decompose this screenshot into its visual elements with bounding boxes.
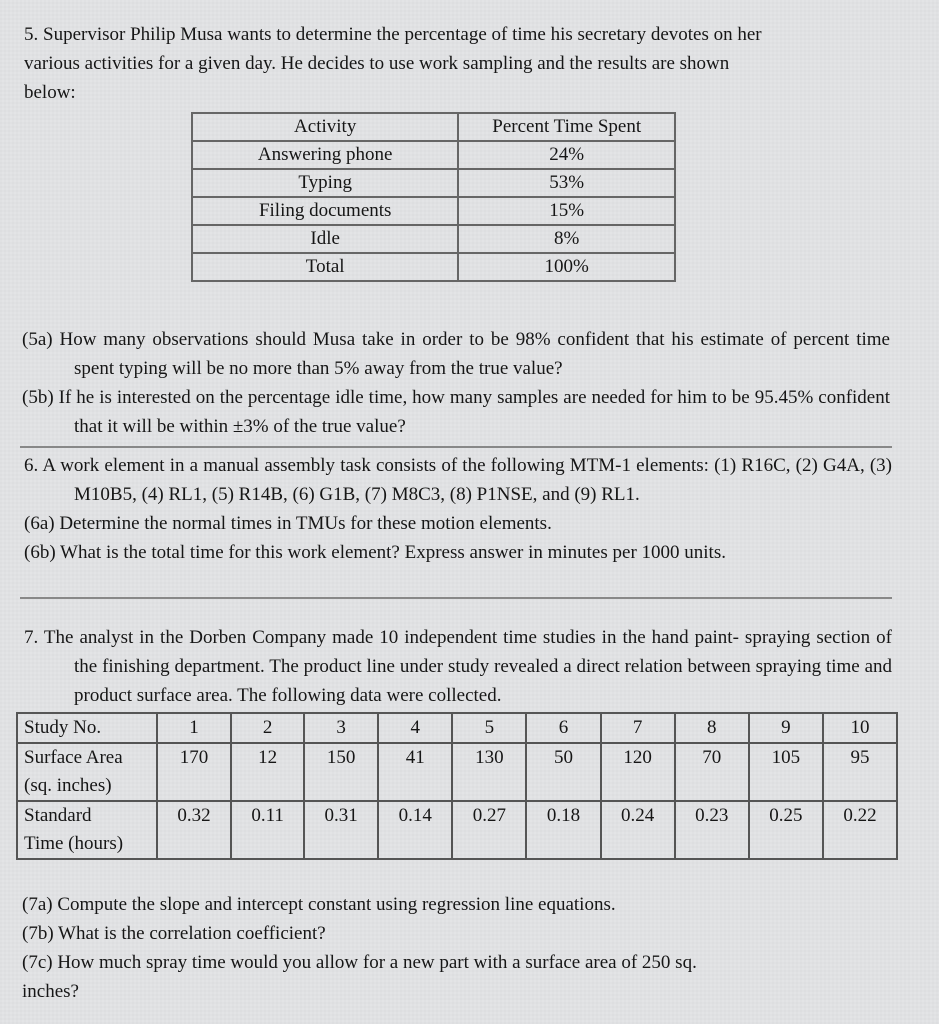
percent-cell: 53%	[458, 169, 675, 197]
surface-area-cell: 105	[749, 743, 823, 801]
study-no-cell: 4	[378, 713, 452, 743]
q7a: (7a) Compute the slope and intercept constant using regression line equations.	[22, 894, 616, 915]
percent-cell: 24%	[458, 141, 675, 169]
surface-area-cell: 130	[452, 743, 526, 801]
surface-area-cell: 95	[823, 743, 897, 801]
divider	[20, 597, 892, 599]
q5-intro	[24, 20, 892, 107]
standard-time-cell: 0.14	[378, 801, 452, 859]
surface-area-cell: 120	[601, 743, 675, 801]
study-no-cell: 6	[526, 713, 600, 743]
standard-time-cell: 0.18	[526, 801, 600, 859]
surface-area-cell: 150	[304, 743, 378, 801]
study-no-cell: 8	[675, 713, 749, 743]
activity-cell: Typing	[192, 169, 458, 197]
q5b-line-1: (5b) If he is interested on the percentage idle time, how many samples are needed for him to be	[22, 387, 750, 408]
surface-area-cell: 50	[526, 743, 600, 801]
study-no-cell: 5	[452, 713, 526, 743]
q5b-line-2: 95.45% confident that it will be within ±3% of the true value?	[74, 387, 891, 437]
q6-line-2: R16C, (2) G4A, (3) M10B5, (4) RL1, (5) R14B, (6) G1B, (7) M8C3, (8) P1NSE, and (9)	[74, 455, 893, 505]
surface-area-label: Surface Area (sq. inches)	[17, 743, 157, 801]
time-study-table	[16, 712, 898, 860]
study-no-cell: 10	[823, 713, 897, 743]
standard-time-cell: 0.27	[452, 801, 526, 859]
table-row	[192, 169, 675, 197]
table-row	[17, 713, 897, 743]
percent-cell: 15%	[458, 197, 675, 225]
q5b	[22, 383, 890, 441]
q6-line-3: RL1.	[601, 484, 640, 505]
study-no-cell: 3	[304, 713, 378, 743]
standard-time-cell: 0.31	[304, 801, 378, 859]
surface-area-cell: 12	[231, 743, 304, 801]
q5a-line-1: (5a) How many observations should Musa take in order to be 98% confident that his estimate of	[22, 329, 787, 350]
standard-time-cell: 0.23	[675, 801, 749, 859]
percent-cell: 100%	[458, 253, 675, 281]
q7	[24, 623, 892, 710]
percent-cell: 8%	[458, 225, 675, 253]
table-row	[17, 801, 897, 859]
standard-time-cell: 0.24	[601, 801, 675, 859]
q7c-line-1: (7c) How much spray time would you allow for a new part with a surface area of 250 sq.	[22, 952, 697, 973]
header-percent: Percent Time Spent	[458, 113, 675, 141]
study-no-cell: 7	[601, 713, 675, 743]
study-no-cell: 2	[231, 713, 304, 743]
activity-cell: Answering phone	[192, 141, 458, 169]
table-row	[192, 141, 675, 169]
q6b: (6b) What is the total time for this work element? Express answer in minutes per 1000 units.	[24, 542, 726, 563]
surface-area-cell: 70	[675, 743, 749, 801]
q7-line-3: relation between spraying time and product surface area. The following data were collected.	[74, 656, 893, 706]
activity-cell: Total	[192, 253, 458, 281]
q7-line-2: spraying section of the finishing department. The product line under study revealed a direct	[74, 627, 892, 677]
standard-time-cell: 0.22	[823, 801, 897, 859]
surface-area-cell: 41	[378, 743, 452, 801]
table-row	[192, 253, 675, 281]
table-row	[192, 225, 675, 253]
header-activity: Activity	[192, 113, 458, 141]
study-no-cell: 9	[749, 713, 823, 743]
activity-table	[191, 112, 676, 282]
activity-cell: Filing documents	[192, 197, 458, 225]
q5a-line-2: percent time spent typing will be no more than 5% away from the true value?	[74, 329, 890, 379]
table-row	[17, 743, 897, 801]
q5-intro-line-1: 5. Supervisor Philip Musa wants to determine the percentage of time his secretary devotes on her	[24, 24, 762, 45]
q5a	[22, 325, 890, 383]
q6-statement	[24, 451, 892, 509]
q7-subquestions	[22, 890, 890, 1006]
q5-subquestions	[22, 325, 890, 441]
standard-time-label: Standard Time (hours)	[17, 801, 157, 859]
standard-time-cell: 0.25	[749, 801, 823, 859]
q7-statement	[24, 623, 892, 710]
surface-area-cell: 170	[157, 743, 231, 801]
q6	[24, 451, 892, 567]
q6a: (6a) Determine the normal times in TMUs for these motion elements.	[24, 513, 552, 534]
table-row	[192, 197, 675, 225]
standard-time-cell: 0.32	[157, 801, 231, 859]
table-header-row	[192, 113, 675, 141]
q7-line-1: 7. The analyst in the Dorben Company made 10 independent time studies in the hand paint-	[24, 627, 739, 648]
q6-line-1: 6. A work element in a manual assembly task consists of the following MTM-1 elements: (1)	[24, 455, 737, 476]
standard-time-cell: 0.11	[231, 801, 304, 859]
study-no-cell: 1	[157, 713, 231, 743]
q5-intro-line-3: below:	[24, 82, 76, 103]
activity-cell: Idle	[192, 225, 458, 253]
q7c-line-2: inches?	[22, 981, 79, 1002]
divider	[20, 446, 892, 448]
q5-intro-line-2: various activities for a given day. He decides to use work sampling and the results are shown	[24, 53, 730, 74]
study-no-label: Study No.	[17, 713, 157, 743]
q7b: (7b) What is the correlation coefficient?	[22, 923, 326, 944]
